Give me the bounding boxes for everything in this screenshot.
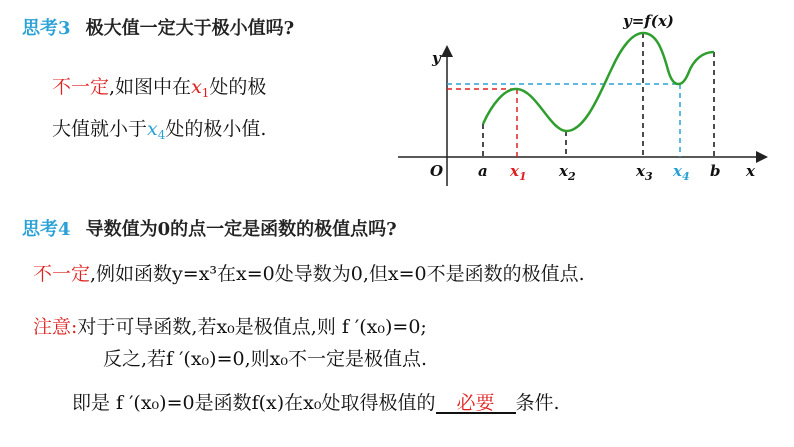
tick-x3: $x_3$ [636,162,653,183]
answer-3-text-d: 处的极小值. [165,118,267,140]
tick-b: b [710,162,721,180]
question-3-label: 思考3 [22,18,71,39]
tick-x2: $x_2$ [559,162,576,183]
note-line-3 [72,388,560,415]
question-3 [22,14,294,40]
answer-3-line-1 [52,72,266,100]
answer-3-text-a: ,如图中在 [109,76,192,98]
fill-blank-answer: 必要 [436,394,516,414]
origin-label: O [430,162,444,180]
var-x4-sub: 4 [157,128,166,142]
note-text-3b: 条件. [515,392,560,414]
question-4 [22,215,397,241]
note-text-1: 对于可导函数,若x₀是极值点,则 f ′(x₀)=0; [77,316,427,338]
tick-a: a [478,162,488,180]
note-label: 注意: [33,316,78,338]
function-label: y=f(x) [623,12,674,30]
answer-3-text-c: 大值就小于 [52,118,148,140]
note-line-1 [33,312,427,339]
var-x1-sub: 1 [201,86,210,100]
answer-3-highlight: 不一定 [52,76,110,98]
question-4-text: 导数值为0的点一定是函数的极值点吗? [85,219,397,240]
answer-3-text-b: 处的极 [209,76,267,98]
y-axis-label: y [432,49,441,67]
var-x1: x [191,76,202,98]
question-4-label: 思考4 [22,219,71,240]
answer-4 [33,259,585,286]
tick-x1: $x_1$ [510,162,527,183]
var-x4: x [147,118,158,140]
answer-3-line-2 [52,114,266,142]
note-text-2: 反之,若f ′(x₀)=0,则x₀不一定是极值点. [103,348,428,370]
x-axis-label: x [746,162,755,180]
answer-4-text: ,例如函数y=x³在x=0处导数为0,但x=0不是函数的极值点. [90,263,585,285]
function-graph [390,8,780,193]
note-line-2 [103,344,427,371]
note-text-3a: 即是 f ′(x₀)=0是函数f(x)在x₀处取得极值的 [72,392,436,414]
tick-x4: $x_4$ [673,162,690,183]
question-3-text: 极大值一定大于极小值吗? [85,18,295,39]
answer-4-highlight: 不一定 [33,263,91,285]
